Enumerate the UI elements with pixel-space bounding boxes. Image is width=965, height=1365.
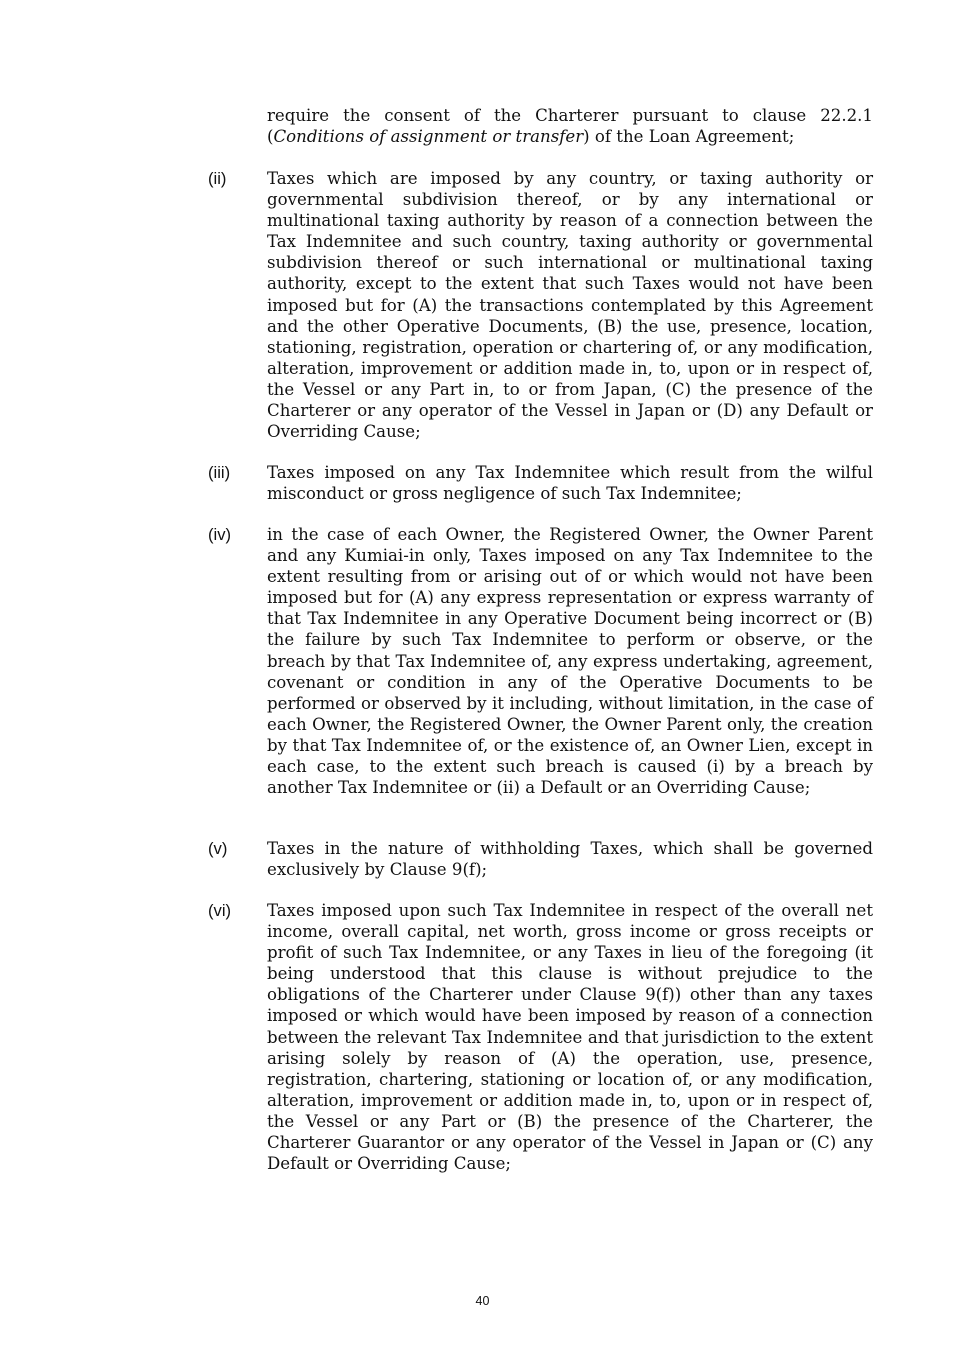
- continuation-paragraph: [267, 105, 873, 147]
- item-label-v: (v): [208, 839, 228, 858]
- item-text-iii: Taxes imposed on any Tax Indemnitee which result from the wilful misconduct or gross negligence of such Tax Indemnitee;: [267, 463, 873, 504]
- item-text-v: Taxes in the nature of withholding Taxes, which shall be governed exclusively by Clause 9(f);: [267, 839, 873, 880]
- clause-title-italic: Conditions of assignment or transfer: [273, 127, 584, 147]
- continuation-text-start: require the consent of the Charterer pursuant to clause 22.2.1 (: [267, 106, 873, 147]
- item-text-ii: Taxes which are imposed by any country, or taxing authority or governmental subdivision thereof, or by any international or multinational taxing authority by reason of a connection between the Tax Indemnitee and such country, taxing authority or governmental subdivision thereof or such international or multinational taxing authority, except to the extent that such Taxes would not have been imposed but for (A) the transactions contemplated by this Agreement and the other Operative Documents, (B) the use, presence, location, stationing, registration, operation or chartering of, or any modification, alteration, improvement or addition made in, to, upon or in respect of, the Vessel or any Part in, to or from Japan, (C) the presence of the Charterer or any operator of the Vessel in Japan or (D) any Default or Overriding Cause;: [267, 169, 873, 442]
- item-label-ii: (ii): [208, 169, 227, 188]
- item-text-iv: in the case of each Owner, the Registered Owner, the Owner Parent and any Kumiai-in only, Taxes imposed on any Tax Indemnitee to the extent resulting from or arising out of or which would not have been imposed but for (A) any express representation or express warranty of that Tax Indemnitee in any Operative Document being incorrect or (B) the failure by such Tax Indemnitee to perform or observe, or the breach by that Tax Indemnitee of, any express undertaking, agreement, covenant or condition in any of the Operative Documents to be performed or observed by it including, without limitation, in the case of each Owner, the Registered Owner, the Owner Parent only, the creation by that Tax Indemnitee of, or the existence of, an Owner Lien, except in each case, to the extent such breach is caused (i) by a breach by another Tax Indemnitee or (ii) a Default or an Overriding Cause;: [267, 525, 873, 798]
- item-text-vi: Taxes imposed upon such Tax Indemnitee in respect of the overall net income, overall capital, net worth, gross income or gross receipts or profit of such Tax Indemnitee, or any Taxes in lieu of the foregoing (it being understood that this clause is without prejudice to the obligations of the Charterer under Clause 9(f)) other than any taxes imposed or which would have been imposed by reason of a connection between the relevant Tax Indemnitee and that jurisdiction to the extent arising solely by reason of (A) the operation, use, presence, registration, chartering, stationing or location of, or any modification, alteration, improvement or addition made in, to, upon or in respect of, the Vessel or any Part or (B) the presence of the Charterer, the Charterer Guarantor or any operator of the Vessel in Japan or (C) any Default or Overriding Cause;: [267, 901, 873, 1174]
- item-label-vi: (vi): [208, 901, 232, 920]
- continuation-text-end: ) of the Loan Agreement;: [583, 127, 795, 147]
- page-number: 40: [475, 1294, 490, 1308]
- item-label-iv: (iv): [208, 525, 232, 544]
- item-label-iii: (iii): [208, 463, 231, 482]
